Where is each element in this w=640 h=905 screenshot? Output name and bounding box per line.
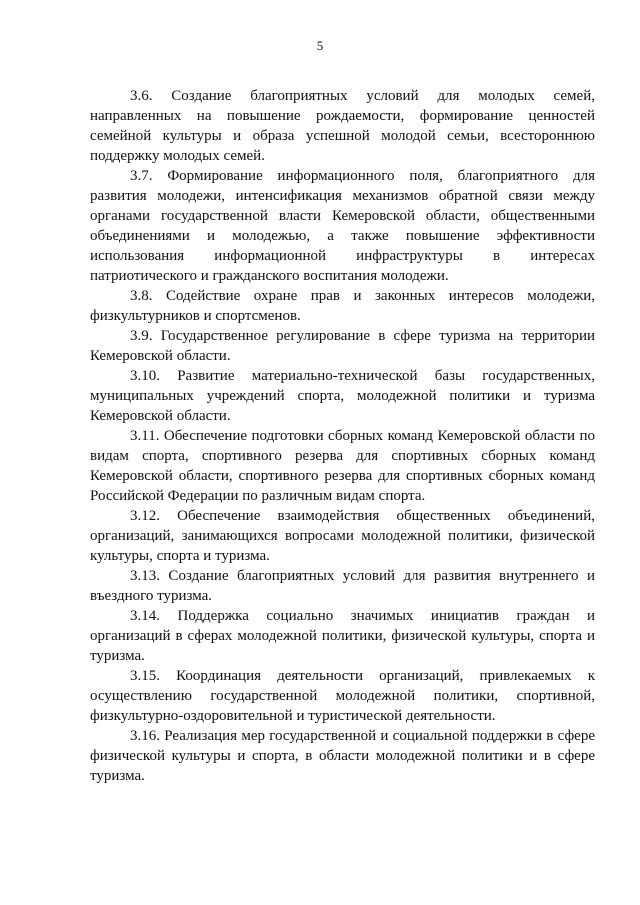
page-number: 5 [316,38,324,53]
paragraph-3-15: 3.15. Координация деятельности организаций, привлекаемых к осуществлению государственной молодежной политики, спортивной, физкультурно-оздоровительной и туристической деятельности. [90,668,595,724]
paragraph-3-10: 3.10. Развитие материально-технической базы государственных, муниципальных учреждений спорта, молодежной политики и туризма Кемеровской области. [90,368,595,424]
paragraph-3-7: 3.7. Формирование информационного поля, благоприятного для развития молодежи, интенсификация механизмов обратной связи между органами государственной власти Кемеровской области, общественными объединениями и молодежью, а также повышение эффективности использования информационной инфраструктуры в интересах патриотического и гражданского воспитания молодежи. [90,168,595,284]
paragraph-3-11: 3.11. Обеспечение подготовки сборных команд Кемеровской области по видам спорта, спортивного резерва для спортивных сборных команд Кемеровской области, спортивного резерва для спортивных сборных команд Российской Федерации по различным видам спорта. [90,428,595,504]
paragraph-3-13: 3.13. Создание благоприятных условий для развития внутреннего и въездного туризма. [90,568,595,604]
paragraph-3-14: 3.14. Поддержка социально значимых инициатив граждан и организаций в сферах молодежной политики, физической культуры, спорта и туризма. [90,608,595,664]
paragraph-3-16: 3.16. Реализация мер государственной и социальной поддержки в сфере физической культуры и спорта, в области молодежной политики и в сфере туризма. [90,728,595,784]
paragraph-3-6: 3.6. Создание благоприятных условий для молодых семей, направленных на повышение рождаемости, формирование ценностей семейной культуры и образа успешной молодой семьи, всестороннюю поддержку молодых семей. [90,88,595,164]
document-body [90,86,595,786]
paragraph-3-9: 3.9. Государственное регулирование в сфере туризма на территории Кемеровской области. [90,328,595,364]
paragraph-3-12: 3.12. Обеспечение взаимодействия общественных объединений, организаций, занимающихся вопросами молодежной политики, физической культуры, спорта и туризма. [90,508,595,564]
paragraph-3-8: 3.8. Содействие охране прав и законных интересов молодежи, физкультурников и спортсменов. [90,288,595,324]
